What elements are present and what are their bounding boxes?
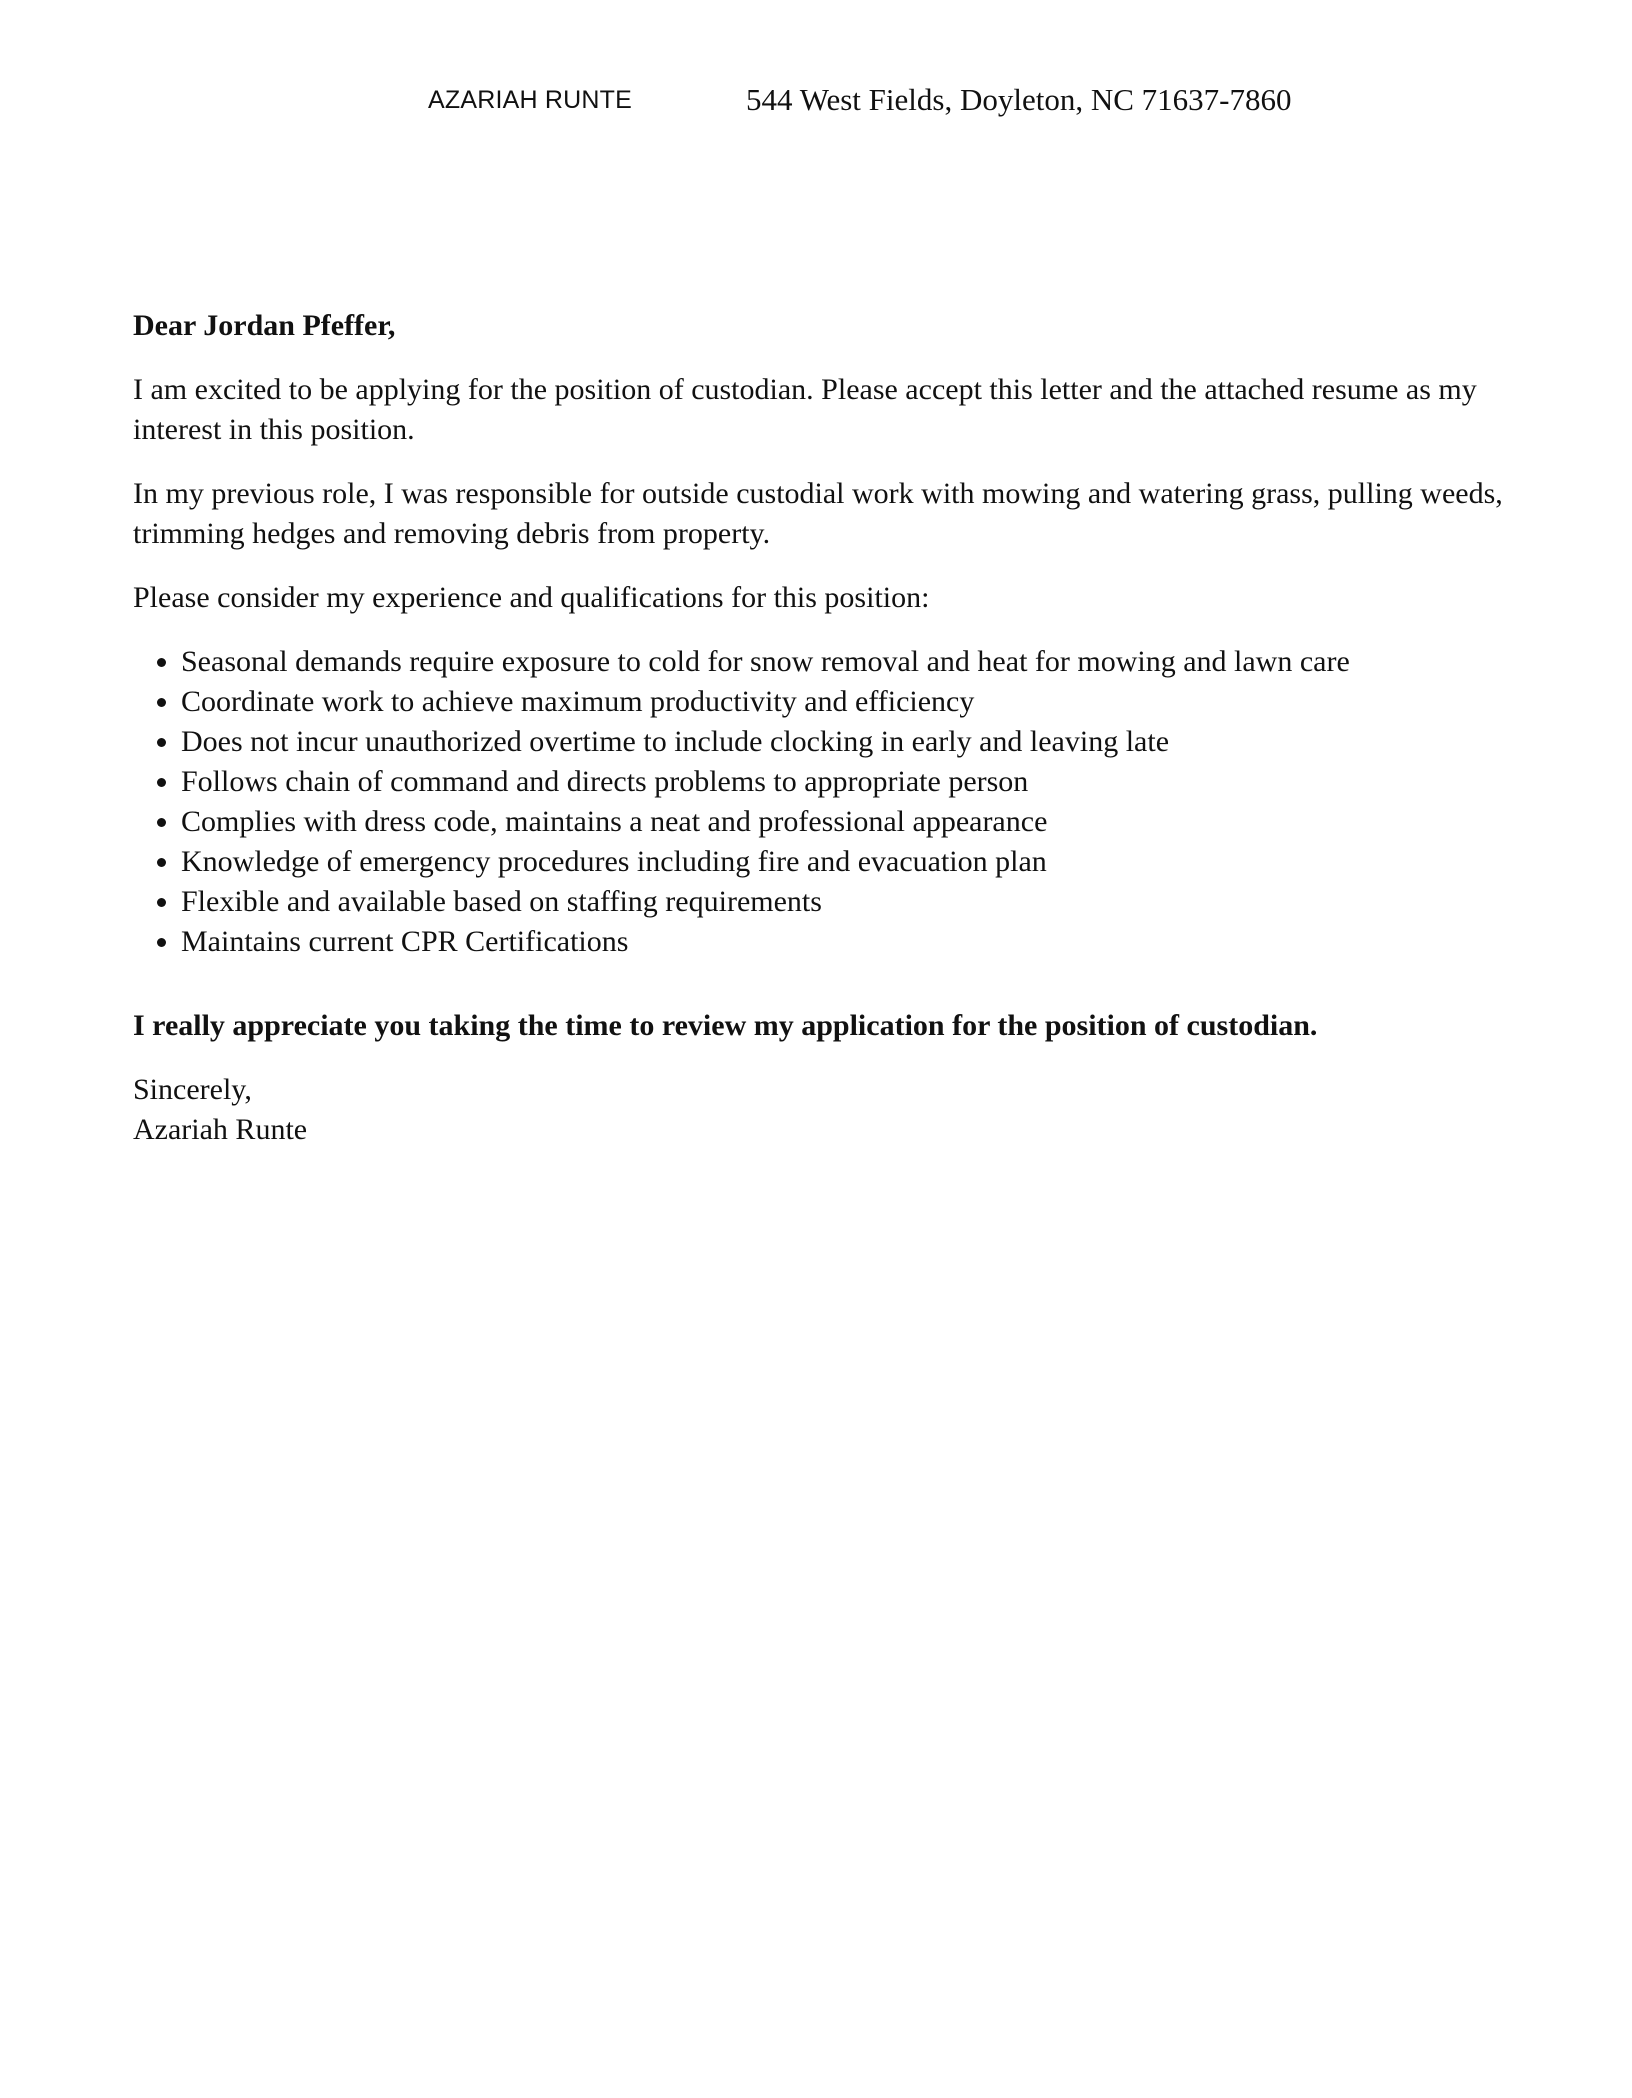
list-item-text: Coordinate work to achieve maximum productivity and efficiency (181, 685, 975, 718)
letter-header (0, 82, 1632, 122)
list-item (133, 802, 1513, 842)
sender-name: AZARIAH RUNTE (428, 86, 633, 114)
bullet-icon (157, 938, 166, 947)
bullet-icon (157, 698, 166, 707)
list-item-text: Maintains current CPR Certifications (181, 925, 629, 958)
list-item (133, 722, 1513, 762)
bullet-icon (157, 898, 166, 907)
bullet-icon (157, 778, 166, 787)
experience-paragraph: In my previous role, I was responsible for outside custodial work with mowing and watering grass, pulling weeds, trimming hedges and removing debris from property. (133, 477, 1503, 550)
list-item-text: Flexible and available based on staffing requirements (181, 885, 822, 918)
bullet-icon (157, 658, 166, 667)
bullet-icon (157, 818, 166, 827)
list-item (133, 642, 1513, 682)
qualifications-intro: Please consider my experience and qualifications for this position: (133, 581, 930, 614)
list-item-text: Knowledge of emergency procedures including fire and evacuation plan (181, 845, 1047, 878)
signature-name: Azariah Runte (133, 1113, 308, 1146)
bullet-icon (157, 858, 166, 867)
valediction: Sincerely, (133, 1073, 252, 1106)
list-item (133, 922, 1513, 962)
qualifications-list (133, 642, 1513, 962)
list-item (133, 682, 1513, 722)
list-item (133, 882, 1513, 922)
list-item-text: Complies with dress code, maintains a neat and professional appearance (181, 805, 1048, 838)
list-item-text: Does not incur unauthorized overtime to include clocking in early and leaving late (181, 725, 1170, 758)
list-item-text: Seasonal demands require exposure to cold for snow removal and heat for mowing and lawn care (181, 645, 1350, 678)
bullet-icon (157, 738, 166, 747)
closing-statement: I really appreciate you taking the time to review my application for the position of custodian. (133, 1009, 1318, 1042)
greeting: Dear Jordan Pfeffer, (133, 309, 396, 342)
list-item (133, 842, 1513, 882)
list-item-text: Follows chain of command and directs problems to appropriate person (181, 765, 1029, 798)
intro-paragraph: I am excited to be applying for the position of custodian. Please accept this letter and the attached resume as my interest in this position. (133, 373, 1477, 446)
signoff (133, 1070, 1513, 1150)
sender-address: 544 West Fields, Doyleton, NC 71637-7860 (746, 82, 1292, 117)
list-item (133, 762, 1513, 802)
letter-body (133, 306, 1513, 1150)
